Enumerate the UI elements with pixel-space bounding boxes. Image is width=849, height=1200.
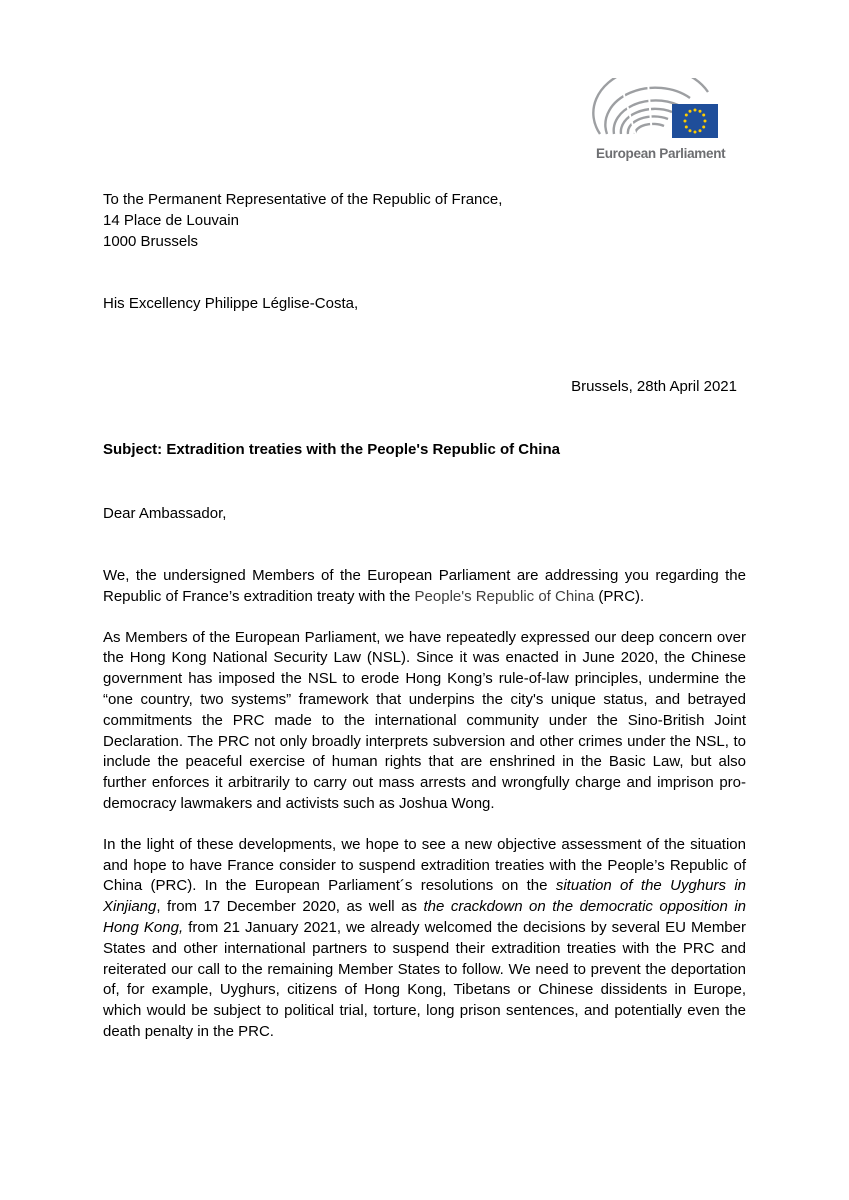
address-line-2: 14 Place de Louvain	[103, 211, 239, 229]
paragraph-2: As Members of the European Parliament, we have repeatedly expressed our deep concern over the Hong Kong National Security Law (NSL). Since it was enacted in June 2020, the Chinese government has imposed the NSL to erode Hong Kong’s rule-of-law principles, undermine the “one country, two systems” framework that underpins the city's unique status, and betrayed commitments the PRC made to the international community under the Sino-British Joint Declaration. The PRC not only broadly interprets subversion and other crimes under the NSL, to include the peaceful exercise of human rights that are enshrined in the Basic Law, but also further enforces it arbitrarily to carry out mass arrests and wrongfully charge and imprison pro-democracy lawmakers and activists such as Joshua Wong.	[103, 628, 746, 812]
letter-greeting: Dear Ambassador,	[103, 505, 227, 522]
address-line-1: To the Permanent Representative of the Republic of France,	[103, 191, 503, 208]
recipient-address	[103, 190, 746, 252]
hemicycle-icon	[592, 78, 724, 148]
letter-subject: Subject: Extradition treaties with the People's Republic of China	[103, 441, 560, 458]
letter-date: Brussels, 28th April 2021	[571, 378, 737, 395]
address-line-3: 1000 Brussels	[103, 232, 199, 250]
logo-text: European Parliament	[596, 146, 726, 161]
paragraph-1: We, the undersigned Members of the European Parliament are addressing you regarding the Republic of France’s extradition treaty with the People's Republic of China (PRC).	[103, 567, 746, 605]
letter-body	[103, 566, 746, 1043]
recipient-name: His Excellency Philippe Léglise-Costa,	[103, 295, 359, 312]
paragraph-3: In the light of these developments, we hope to see a new objective assessment of the situation and hope to have France consider to suspend extradition treaties with the People’s Republic of China (PRC). In the European Parliament´s resolutions on the situation of the Uyghurs in Xinjiang, from 17 December 2020, as well as the crackdown on the democratic opposition in Hong Kong, from 21 January 2021, we already welcomed the decisions by several EU Member States and other international partners to suspend their extradition treaties with the PRC and reiterated our call to the remaining Member States to follow. We need to prevent the deportation of, for example, Uyghurs, citizens of Hong Kong, Tibetans or Chinese dissidents in Europe, which would be subject to political trial, torture, long prison sentences, and potentially even the death penalty in the PRC.	[103, 835, 746, 1040]
european-parliament-logo	[592, 78, 724, 166]
